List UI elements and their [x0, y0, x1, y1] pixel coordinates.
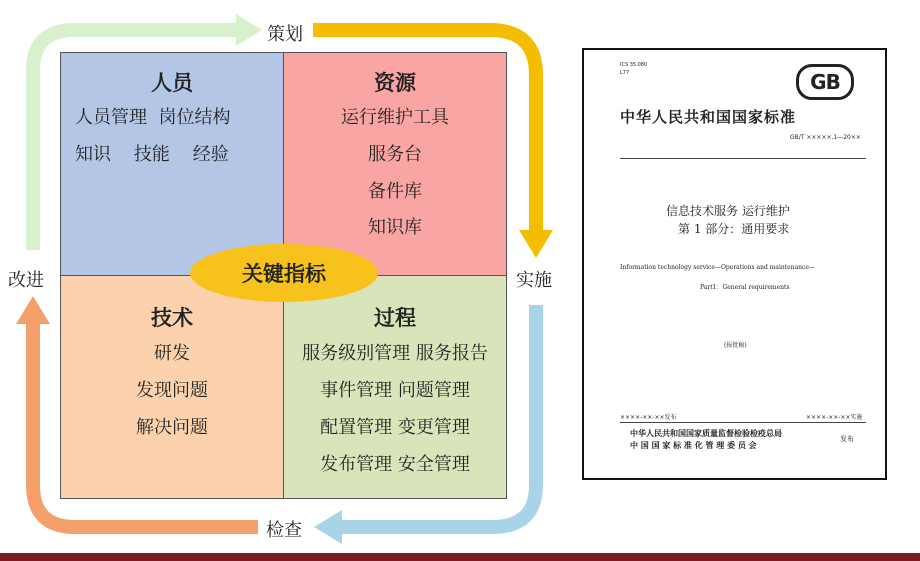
resources-line-2: 服务台: [368, 144, 422, 165]
technology-line-2: 发现问题: [136, 380, 208, 401]
doc-en-line-1: Information technology service—Operations and maintenance—: [620, 264, 815, 271]
resources-line-1: 运行维护工具: [341, 107, 449, 128]
process-line-1: 服务级别管理 服务报告: [302, 343, 488, 364]
plan-label: 策划: [267, 24, 303, 45]
technology-line-3: 解决问题: [136, 417, 208, 438]
check-label: 检查: [266, 520, 302, 541]
resources-line-4: 知识库: [368, 217, 422, 238]
implement-arrowhead: [519, 230, 553, 258]
implement-label: 实施: [516, 270, 552, 291]
doc-number: GB/T ×××××.1—20××: [790, 134, 861, 141]
doc-impl-date: ××××-××-××实施: [806, 414, 863, 421]
doc-ccs: L77: [620, 70, 630, 76]
process-title: 过程: [374, 305, 416, 330]
plan-arrowhead: [236, 14, 262, 46]
standard-document-cover: [582, 48, 887, 480]
people-line-1: 人员管理 岗位结构: [75, 107, 231, 128]
doc-draft: (报批稿): [724, 342, 747, 349]
doc-title-line-1: 信息技术服务 运行维护: [666, 204, 790, 218]
resources-line-3: 备件库: [368, 181, 422, 202]
doc-issue-date: ××××-××-××发布: [620, 414, 677, 421]
doc-issuer-2: 中 国 国 家 标 准 化 管 理 委 员 会: [630, 440, 757, 450]
doc-title-line-2: 第 1 部分：通用要求: [678, 222, 790, 236]
people-quadrant: [61, 53, 284, 276]
doc-standard-title: 中华人民共和国国家标准: [620, 108, 797, 126]
improve-label: 改进: [8, 270, 44, 291]
key-indicators-oval: 关键指标: [190, 244, 378, 302]
process-line-4: 发布管理 安全管理: [320, 454, 470, 475]
gb-logo: GB: [796, 64, 854, 100]
doc-bottom-divider: [620, 422, 866, 423]
technology-line-1: 研发: [154, 343, 190, 364]
process-quadrant: [284, 276, 506, 498]
check-arrowhead: [314, 510, 342, 544]
people-title: 人员: [151, 70, 193, 95]
technology-title: 技术: [151, 305, 193, 330]
improve-arrowhead: [16, 296, 50, 324]
doc-ics: ICS 35.080: [620, 62, 648, 68]
resources-quadrant: [284, 53, 506, 276]
process-line-3: 配置管理 变更管理: [320, 417, 470, 438]
bottom-bar: [0, 553, 920, 561]
technology-quadrant: [61, 276, 284, 498]
doc-en-line-2: Part1：General requirements: [700, 284, 790, 291]
resources-title: 资源: [374, 70, 416, 95]
doc-publish: 发布: [840, 435, 854, 443]
doc-issuer-1: 中华人民共和国国家质量监督检验检疫总局: [630, 428, 782, 438]
process-line-2: 事件管理 问题管理: [320, 380, 470, 401]
doc-divider: [620, 158, 866, 159]
people-line-2: 知识 技能 经验: [75, 144, 229, 165]
